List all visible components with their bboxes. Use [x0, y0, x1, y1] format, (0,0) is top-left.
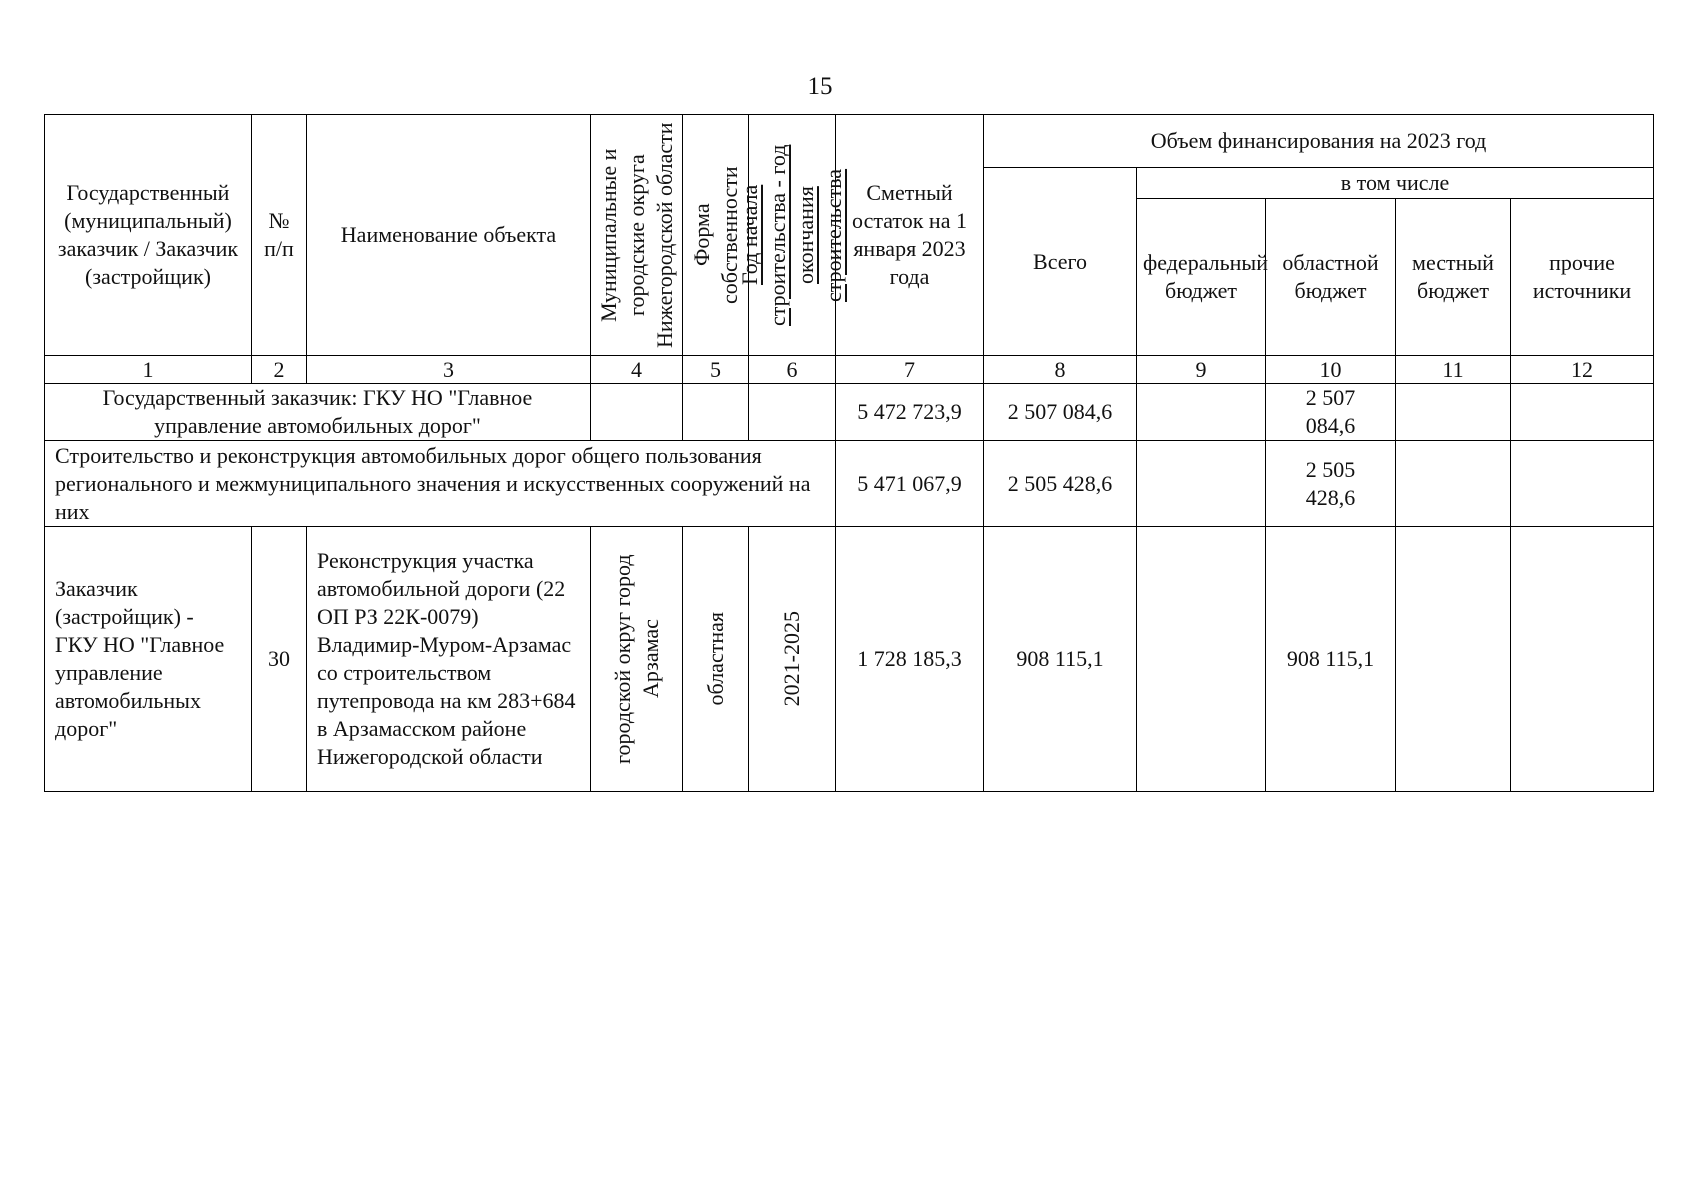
item-regional: 908 115,1	[1266, 527, 1396, 792]
column-number: 7	[836, 356, 984, 384]
header-years: Год начала строительства - год окончания строительства	[737, 144, 846, 326]
state-total: 2 507 084,6	[984, 384, 1137, 441]
item-ownership: областная	[702, 612, 728, 706]
header-including: в том числе	[1137, 168, 1654, 199]
item-federal	[1137, 527, 1266, 792]
header-customer: Государственный (муниципальный) заказчик / Заказчик (застройщик)	[45, 115, 252, 356]
column-number: 8	[984, 356, 1137, 384]
header-total: Всего	[984, 168, 1137, 356]
header-federal: федеральный бюджет	[1137, 199, 1266, 356]
empty-cell	[1137, 441, 1266, 527]
item-municipality-cell	[591, 527, 683, 792]
item-municipality: городской округ город Арзамас	[609, 554, 663, 764]
header-number: № п/п	[252, 115, 307, 356]
item-object-name: Реконструкция участка автомобильной дороги (22 ОП РЗ 22К-0079) Владимир-Муром-Арзамас со строительством путепровода на км 283+684 в Арзамасском районе Нижегородской области	[307, 527, 591, 792]
item-total: 908 115,1	[984, 527, 1137, 792]
column-number: 4	[591, 356, 683, 384]
section-row	[45, 441, 1654, 527]
item-ownership-cell	[683, 527, 749, 792]
column-number: 2	[252, 356, 307, 384]
empty-cell	[591, 384, 683, 441]
item-customer: Заказчик (застройщик) - ГКУ НО "Главное управление автомобильных дорог"	[45, 527, 252, 792]
column-number: 10	[1266, 356, 1396, 384]
section-estimated-balance: 5 471 067,9	[836, 441, 984, 527]
section-total: 2 505 428,6	[984, 441, 1137, 527]
column-number: 11	[1396, 356, 1511, 384]
header-other: прочие источники	[1511, 199, 1654, 356]
state-regional: 2 507 084,6	[1266, 384, 1396, 441]
item-years-cell	[749, 527, 836, 792]
column-number: 3	[307, 356, 591, 384]
column-number: 1	[45, 356, 252, 384]
empty-cell	[683, 384, 749, 441]
header-local: местный бюджет	[1396, 199, 1511, 356]
state-customer-row	[45, 384, 1654, 441]
section-regional: 2 505 428,6	[1266, 441, 1396, 527]
column-number-row	[45, 356, 1654, 384]
item-local	[1396, 527, 1511, 792]
header-regional: областной бюджет	[1266, 199, 1396, 356]
column-number: 12	[1511, 356, 1654, 384]
header-municipalities: Муниципальные и городские округа Нижегородской области	[595, 122, 677, 348]
item-number: 30	[252, 527, 307, 792]
header-years-cell	[737, 115, 846, 356]
empty-cell	[1511, 441, 1654, 527]
item-other	[1511, 527, 1654, 792]
empty-cell	[1511, 384, 1654, 441]
item-estimated-balance: 1 728 185,3	[836, 527, 984, 792]
header-ownership: Форма собственности	[688, 166, 742, 304]
empty-cell	[1137, 384, 1266, 441]
header-municipalities-cell	[591, 115, 683, 356]
header-estimated-balance: Сметный остаток на 1 января 2023 года	[836, 115, 984, 356]
empty-cell	[749, 384, 836, 441]
state-customer-label: Государственный заказчик: ГКУ НО "Главное управление автомобильных дорог"	[45, 384, 591, 441]
page-number: 15	[807, 73, 833, 100]
financing-table	[44, 114, 1654, 792]
table-row	[45, 527, 1654, 792]
empty-cell	[1396, 384, 1511, 441]
state-estimated-balance: 5 472 723,9	[836, 384, 984, 441]
column-number: 5	[683, 356, 749, 384]
header-object-name: Наименование объекта	[307, 115, 591, 356]
header-funding-volume: Объем финансирования на 2023 год	[984, 115, 1654, 168]
column-number: 6	[749, 356, 836, 384]
section-label: Строительство и реконструкция автомобильных дорог общего пользования регионального и межмуниципального значения и искусственных сооружений на них	[45, 441, 836, 527]
empty-cell	[1396, 441, 1511, 527]
item-years: 2021-2025	[779, 611, 804, 707]
column-number: 9	[1137, 356, 1266, 384]
